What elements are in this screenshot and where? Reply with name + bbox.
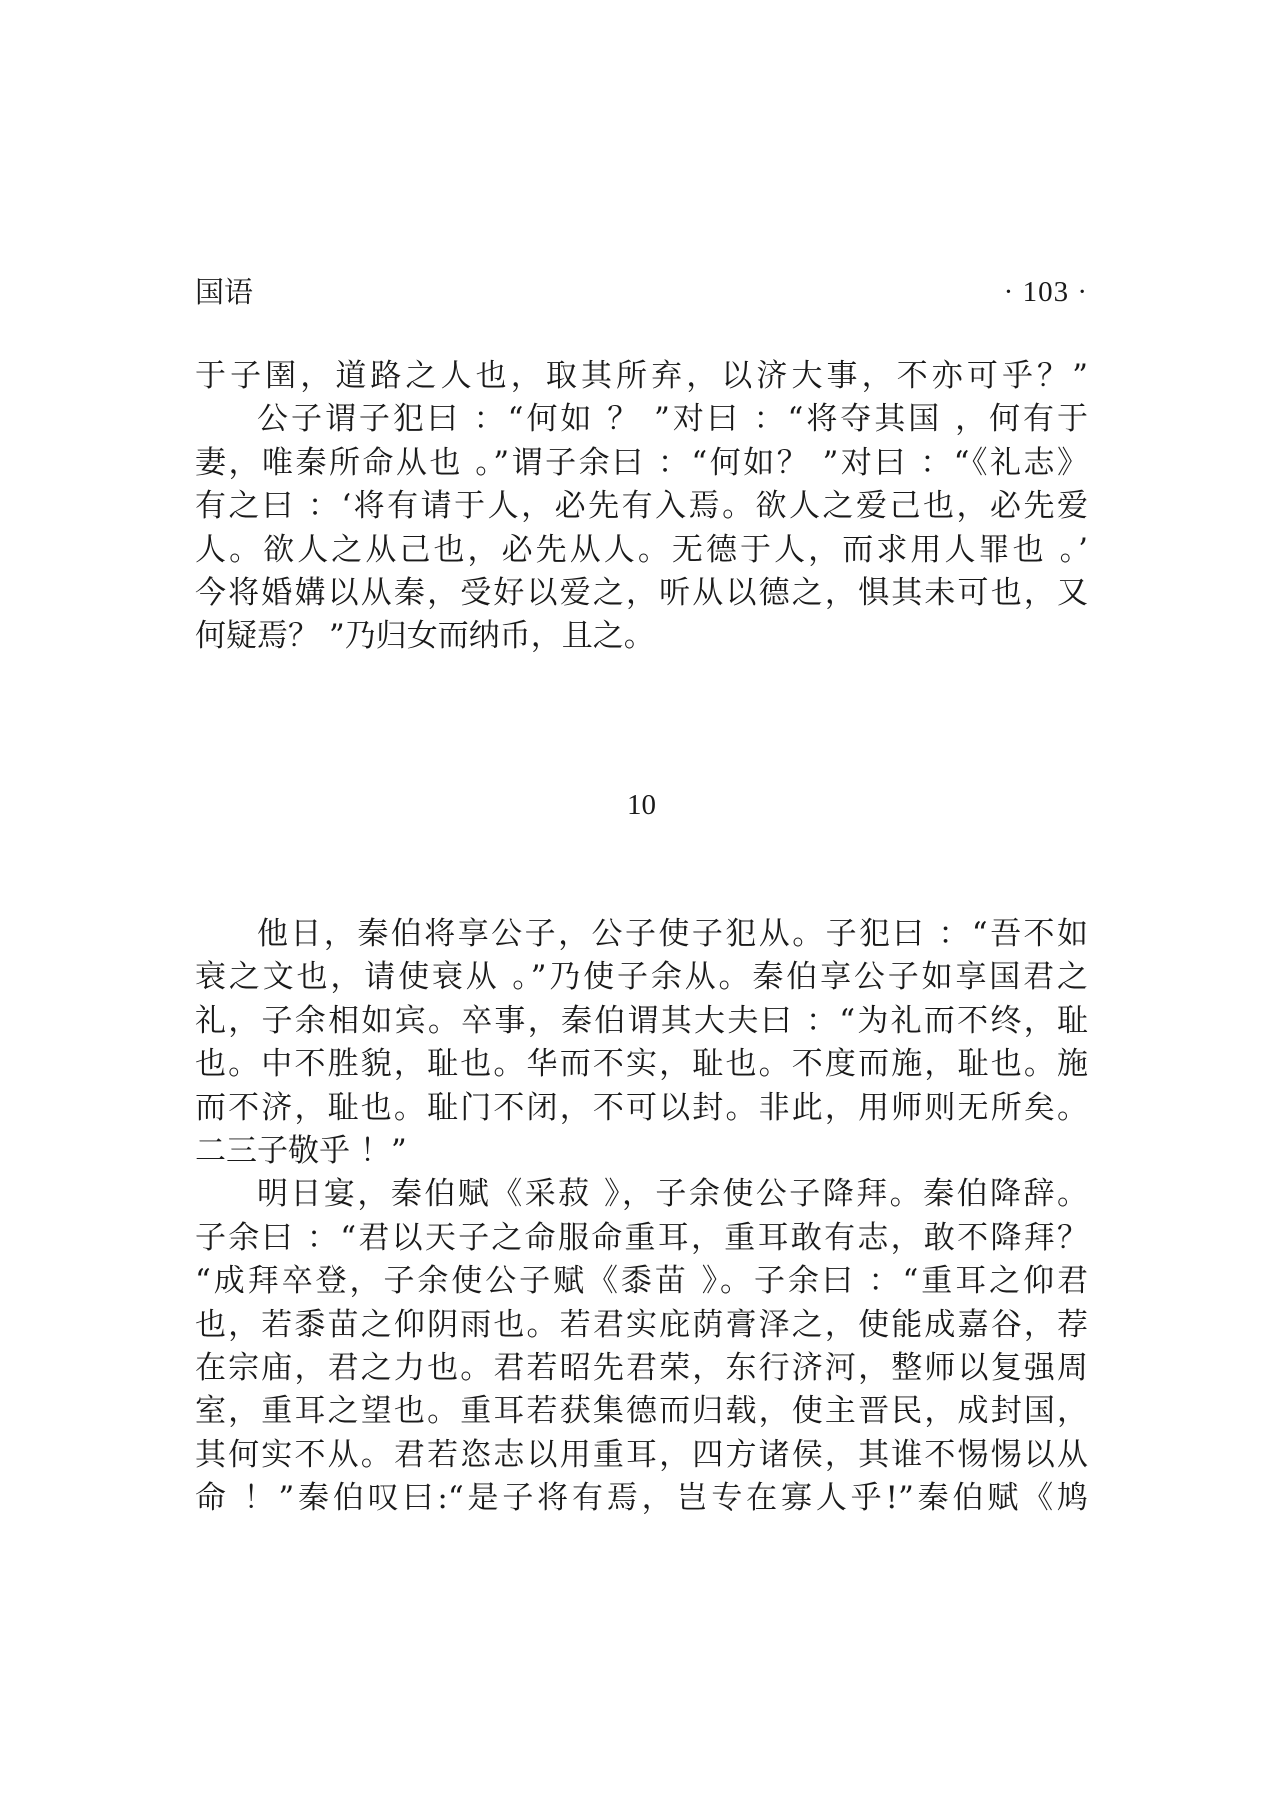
- page-number: · 103 ·: [1003, 276, 1088, 308]
- text-line: 人。欲人之从己也，必先从人。无德于人，而求用人罪也 。’: [195, 531, 1088, 568]
- section-number: 10: [627, 789, 656, 821]
- text-line: 礼，子余相如宾。卒事，秦伯谓其大夫曰 ：“为礼而不终，耻: [195, 1002, 1088, 1039]
- text-line: “成拜卒登，子余使公子赋《黍苗 》。子余曰 ：“重耳之仰君: [195, 1263, 1088, 1300]
- running-header: [195, 270, 1088, 314]
- text-block-continuation: [195, 355, 1088, 659]
- text-line: 命 ！”秦伯叹曰:“是子将有焉，岂专在寡人乎!”秦伯赋《鸠: [195, 1480, 1088, 1517]
- text-line: 妻，唯秦所命从也 。”谓子余曰 ：“何如？ ”对曰 ：“《礼志》: [195, 444, 1088, 481]
- text-line: 室，重耳之望也。重耳若获集德而归载，使主晋民，成封国，: [195, 1393, 1088, 1430]
- text-line: 于子圉，道路之人也，取其所弃，以济大事，不亦可乎？”: [195, 358, 1088, 394]
- text-line: 子余曰 ：“君以天子之命服命重耳，重耳敢有志，敢不降拜？: [195, 1219, 1088, 1256]
- text-line: 有之曰 ：‘将有请于人，必先有入焉。欲人之爱己也，必先爱: [195, 488, 1088, 525]
- text-line-paragraph-start: 明日宴，秦伯赋《采菽 》，子余使公子降拜。秦伯降辞。: [257, 1176, 1088, 1213]
- text-line-paragraph-start: 公子谓子犯曰 ：“何如 ？ ”对曰 ：“将夺其国 ，何有于: [257, 401, 1088, 438]
- text-line: 何疑焉？ ”乃归女而纳币，且之。: [195, 618, 655, 655]
- text-line: 今将婚媾以从秦，受好以爱之，听从以德之，惧其未可也，又: [195, 574, 1088, 611]
- text-line: 也，若黍苗之仰阴雨也。若君实庇荫膏泽之，使能成嘉谷，荐: [195, 1306, 1088, 1343]
- text-line: 而不济，耻也。耻门不闭，不可以封。非此，用师则无所矣。: [195, 1089, 1088, 1126]
- text-line: 也。中不胜貌，耻也。华而不实，耻也。不度而施，耻也。施: [195, 1046, 1088, 1083]
- text-line: 在宗庙，君之力也。君若昭先君荣，东行济河，整师以复强周: [195, 1349, 1088, 1386]
- book-title: 国语: [195, 275, 254, 309]
- text-line-paragraph-start: 他日，秦伯将享公子，公子使子犯从。子犯曰 ：“吾不如: [257, 916, 1088, 952]
- text-line: 其何实不从。君若恣志以用重耳，四方诸侯，其谁不惕惕以从: [195, 1436, 1088, 1473]
- text-line: 二三子敬乎 ！”: [195, 1132, 407, 1169]
- text-line: 衰之文也，请使衰从 。”乃使子余从。秦伯享公子如享国君之: [195, 959, 1088, 996]
- text-block-section-10: [195, 913, 1088, 1520]
